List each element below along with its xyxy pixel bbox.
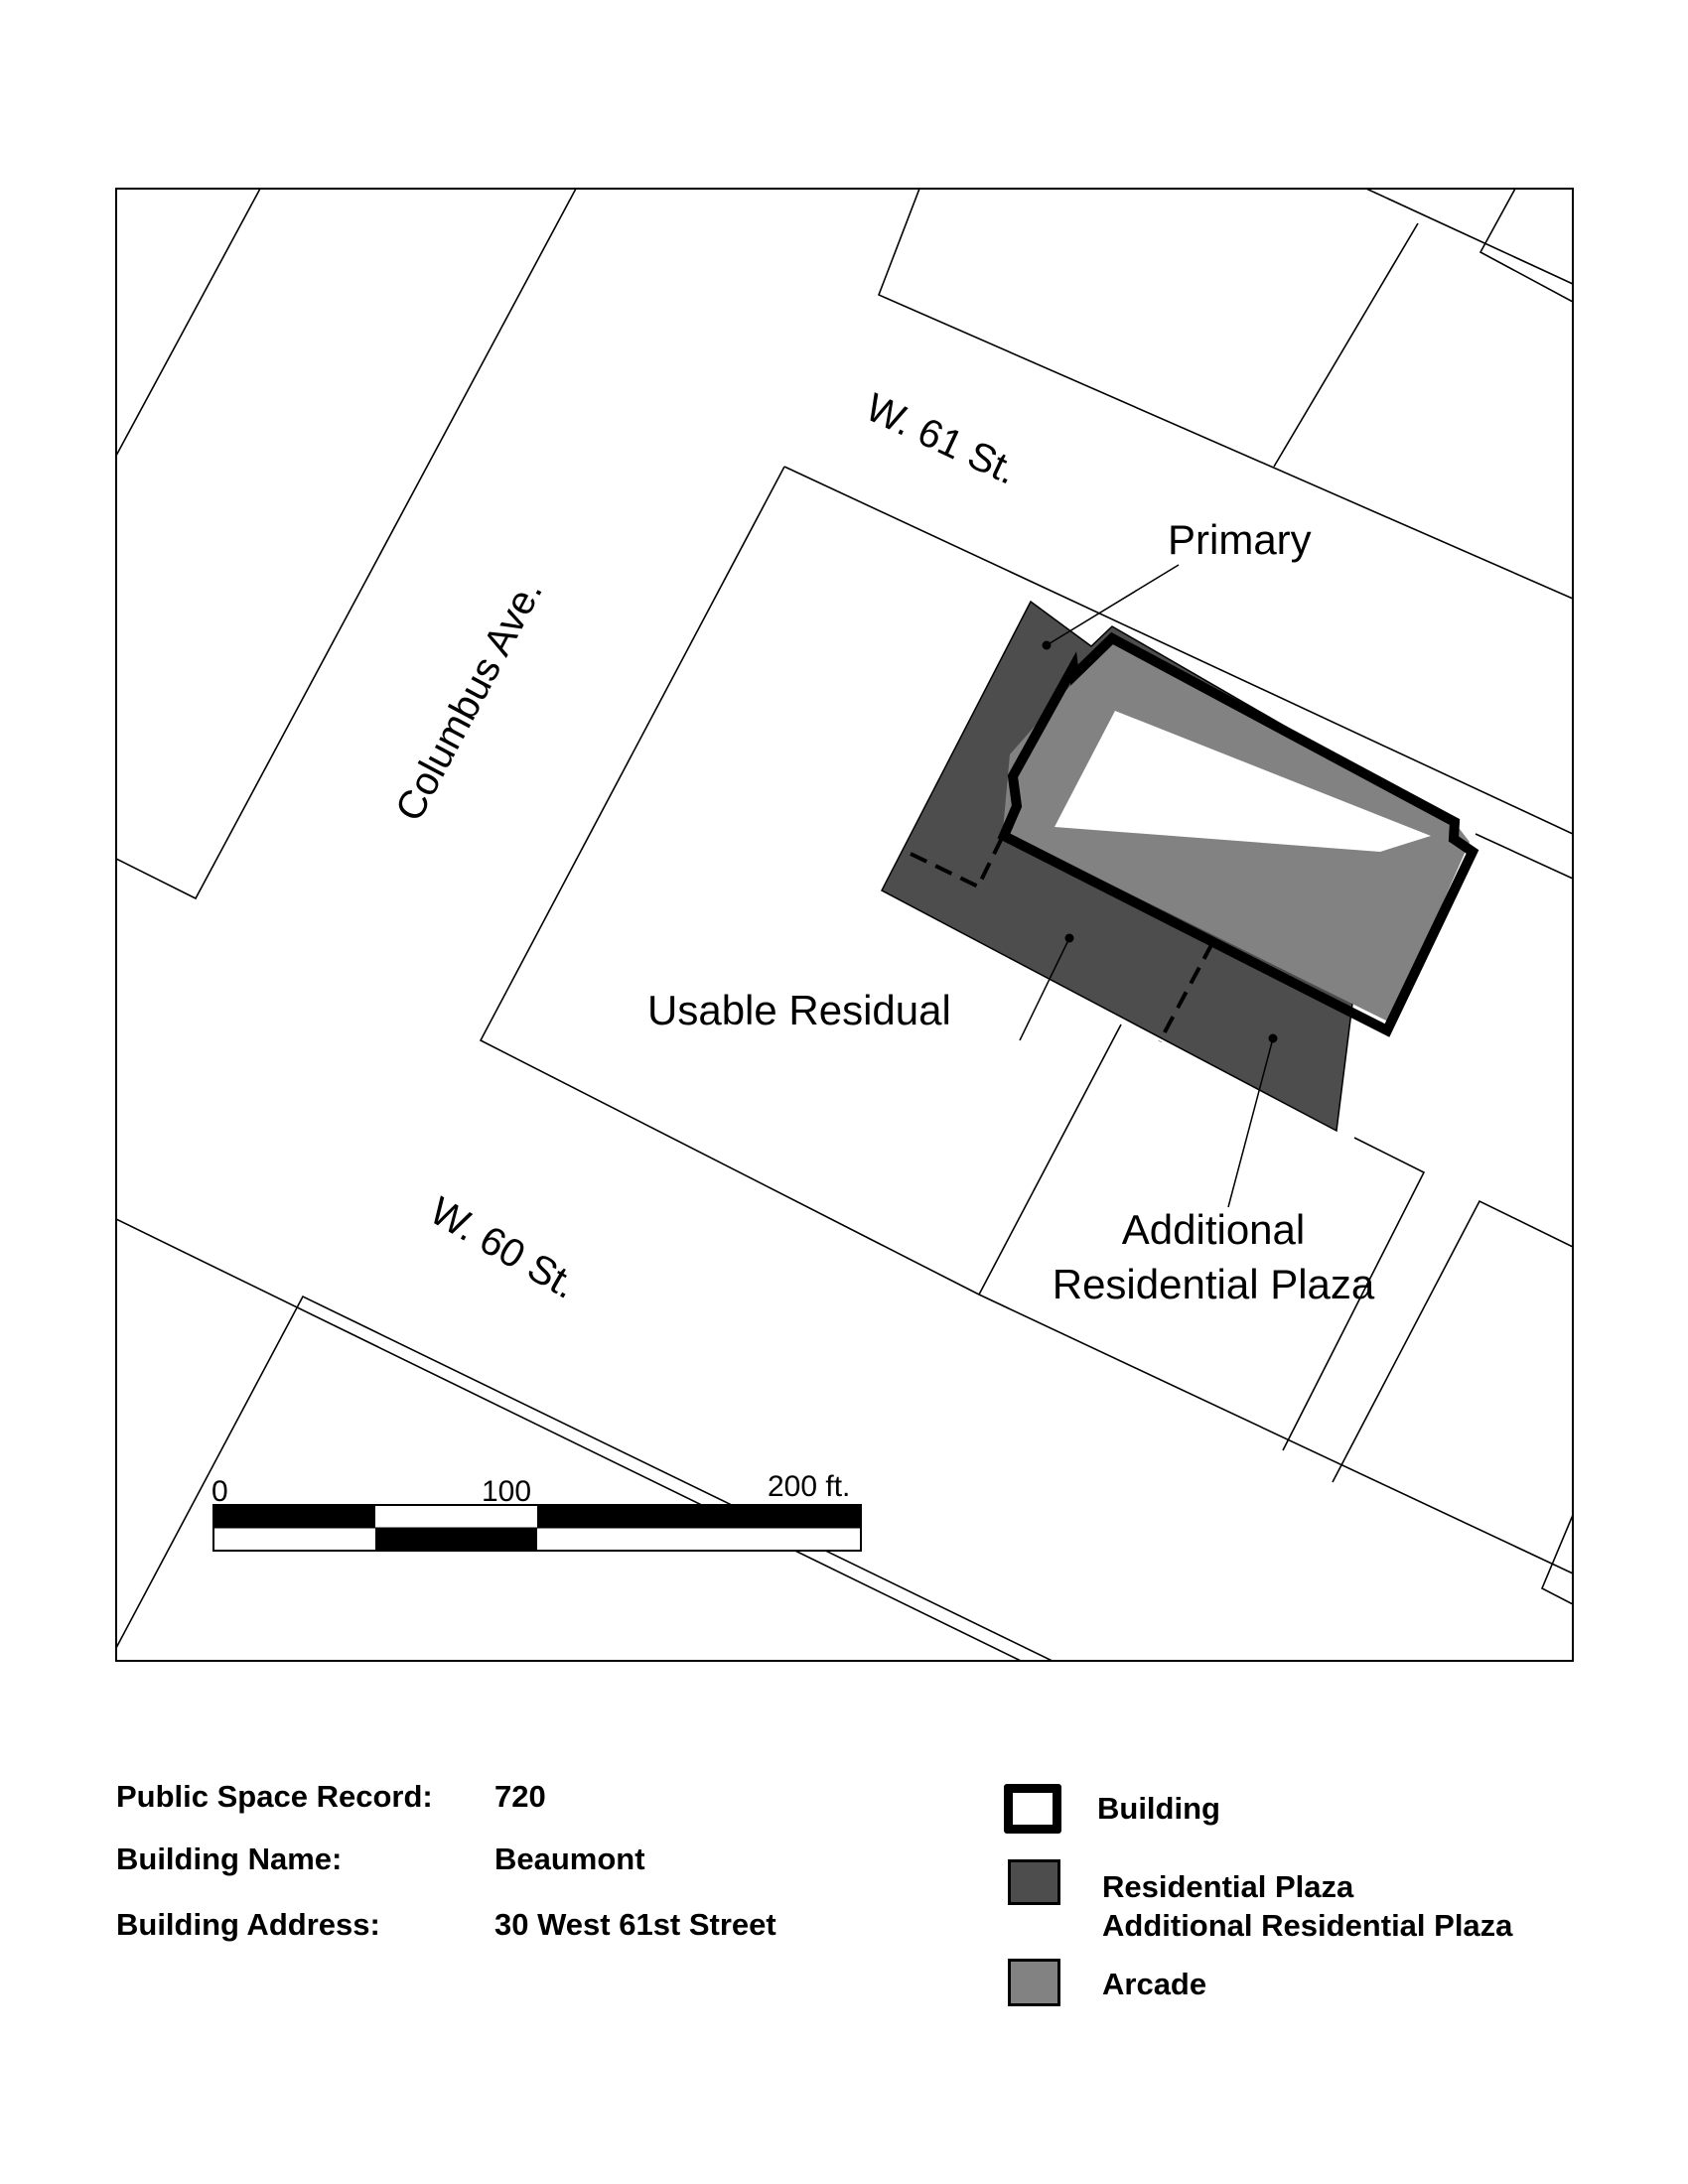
legend-arcade-swatch (1008, 1959, 1060, 2006)
primary-callout-dot (1043, 641, 1052, 650)
label-additional-line1: Additional (1121, 1206, 1306, 1253)
scale-bar (211, 1470, 861, 1551)
scale-label-100: 100 (482, 1475, 532, 1508)
info-address-row (116, 1907, 871, 1947)
street-label-w61: W. 61 St. (859, 385, 1024, 493)
label-additional-line2: Residential Plaza (1052, 1261, 1375, 1307)
building-name-value: Beaumont (494, 1842, 645, 1876)
legend-plaza-swatch (1008, 1859, 1060, 1905)
legend-building-swatch (1004, 1784, 1061, 1834)
info-record-row (116, 1779, 871, 1819)
usable-residual-callout-dot (1065, 934, 1074, 943)
record-label: Public Space Record: (116, 1779, 433, 1814)
building-name-label: Building Name: (116, 1842, 343, 1876)
legend-building-label: Building (1097, 1791, 1220, 1826)
lot-lines (116, 189, 1573, 1914)
legend-plaza-label-2: Additional Residential Plaza (1102, 1908, 1513, 1943)
building-address-label: Building Address: (116, 1907, 380, 1942)
info-name-row (116, 1842, 871, 1881)
building-address-value: 30 West 61st Street (494, 1907, 776, 1942)
street-label-columbus: Columbus Ave. (387, 572, 551, 829)
additional-plaza-callout-dot (1269, 1034, 1278, 1043)
record-value: 720 (494, 1779, 546, 1814)
label-usable-residual: Usable Residual (647, 987, 951, 1033)
street-label-w60: W. 60 St. (422, 1188, 585, 1307)
label-primary: Primary (1168, 516, 1312, 563)
scale-label-200: 200 ft. (768, 1470, 851, 1503)
scale-label-0: 0 (211, 1475, 228, 1508)
legend-plaza-label-1: Residential Plaza (1102, 1869, 1354, 1904)
legend-arcade-label: Arcade (1102, 1967, 1207, 2001)
